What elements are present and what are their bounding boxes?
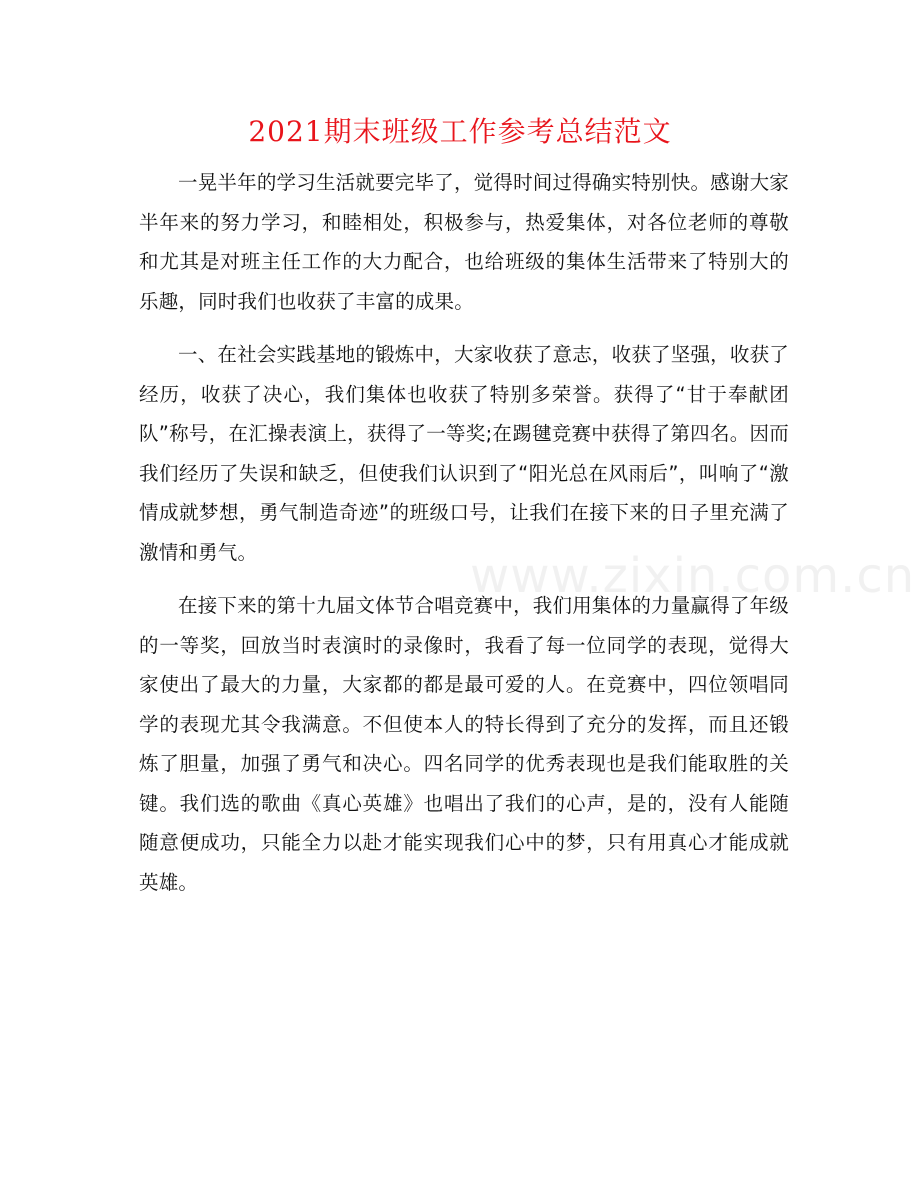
document-body xyxy=(139,163,789,916)
watermark-text: www.zixin.com.cn xyxy=(470,548,916,604)
paragraph-chorus-competition: 在接下来的第十九届文体节合唱竞赛中，我们用集体的力量赢得了年级的一等奖，回放当时表演时的录像时，我看了每一位同学的表现，觉得大家使出了最大的力量，大家都的都是最可爱的人。在竞赛中，四位领唱同学的表现尤其令我满意。不但使本人的特长得到了充分的发挥，而且还锻炼了胆量，加强了勇气和决心。四名同学的优秀表现也是我们能取胜的关键。我们选的歌曲《真心英雄》也唱出了我们的心声，是的，没有人能随随意便成功，只能全力以赴才能实现我们心中的梦，只有用真心才能成就英雄。 xyxy=(139,594,789,894)
paragraph-intro: 一晃半年的学习生活就要完毕了，觉得时间过得确实特别快。感谢大家半年来的努力学习，和睦相处，积极参与，热爱集体，对各位老师的尊敬和尤其是对班主任工作的大力配合，也给班级的集体生活带来了特别大的乐趣，同时我们也收获了丰富的成果。 xyxy=(139,171,789,313)
document-title: 2021期末班级工作参考总结范文 xyxy=(248,115,672,148)
paragraph-social-practice: 一、在社会实践基地的锻炼中，大家收获了意志，收获了坚强，收获了经历，收获了决心，我们集体也收获了特别多荣誉。获得了“甘于奉献团队”称号，在汇操表演上，获得了一等奖;在踢毽竞赛中获得了第四名。因而我们经历了失误和缺乏，但使我们认识到了“阳光总在风雨后”，叫响了“激情成就梦想，勇气制造奇迹”的班级口号，让我们在接下来的日子里充满了激情和勇气。 xyxy=(139,343,789,564)
